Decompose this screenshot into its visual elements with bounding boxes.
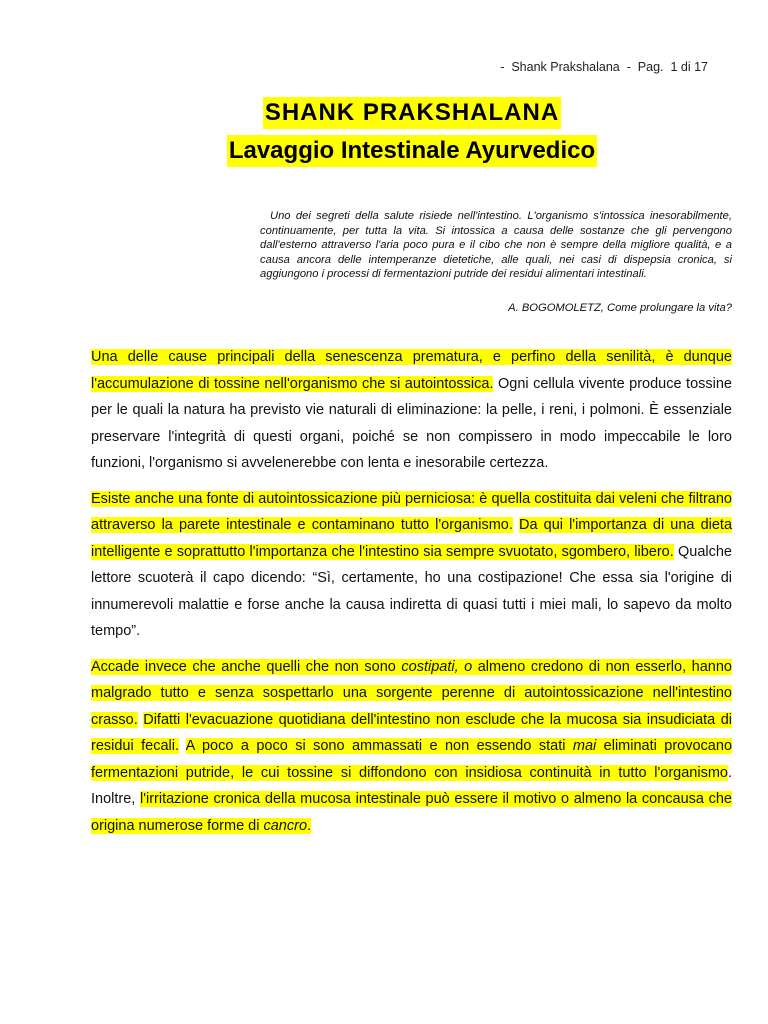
italic-text: cancro (263, 817, 308, 834)
highlighted-text: Da qui l'importanza di una dieta intelligente e soprattutto l'importanza che l'intestino sia sempre svuotato, sgombero, libero. (91, 517, 733, 560)
text-run: . (307, 817, 312, 834)
body-text (91, 344, 732, 848)
highlighted-text: Esiste anche una fonte di autointossicazione più perniciosa: è quella costituita dai veleni che filtrano attraverso la parete intestinale e contaminano tutto l'organismo. (91, 490, 732, 533)
highlighted-text (91, 738, 732, 781)
paragraph-3 (91, 654, 732, 840)
highlighted-text: Una delle cause principali della senescenza prematura, e perfino della senilità, è dunque l'accumulazione di tossine nell'organismo che si autointossica. (91, 349, 732, 392)
running-header: - Shank Prakshalana - Pag. 1 di 17 (500, 60, 708, 74)
plain-text: È essenziale preservare l'integrità di questi organi, poiché se non compissero in modo impeccabile le loro funzioni, l'organismo si avvelenerebbe con lenta e inesorabile certezza. (91, 402, 732, 471)
text-run: l'irritazione cronica della mucosa intestinale può essere il motivo o almeno la concausa che origina numerose forme di (91, 791, 732, 834)
text-run: eliminati provocano fermentazioni putride, le cui tossine si diffondono con insidiosa continuità in tutto l'organismo (91, 738, 733, 781)
text-run: A poco a poco si sono ammassati e non essendo stati (185, 738, 573, 754)
text-run: Accade invece che anche quelli che non sono (91, 658, 402, 675)
document-subtitle: Lavaggio Intestinale Ayurvedico (227, 135, 597, 167)
italic-text: costipati, o (401, 658, 473, 675)
text-run: almeno credono di non esserlo, hanno malgrado tutto e senza sospettarlo una sorgente perenne di autointossicazione nell'intestino crasso. (91, 658, 732, 728)
italic-text: mai (572, 738, 597, 754)
highlighted-text (91, 791, 732, 834)
paragraph-1 (91, 344, 732, 477)
document-title: SHANK PRAKSHALANA (263, 97, 561, 129)
plain-text: . Inoltre, (91, 764, 732, 807)
plain-text: Qualche lettore scuoterà il capo dicendo: “Sì, certamente, ho una costipazione! Che essa sia l'origine di innumerevoli malattie e forse anche la causa indiretta di quasi tutti i miei mali, lo sapevo da molto tempo”. (91, 543, 732, 639)
plain-text (179, 738, 186, 754)
epigraph-quote: Uno dei segreti della salute risiede nell'intestino. L'organismo s'intossica inesorabilmente, continuamente, per tutta la vita. Si intossica a causa delle sostanze che gli pervengono dall'esterno attraverso l'aria poco pura e il cibo che non è sempre della migliore qualità, e a causa ancora delle intemperanze dietetiche, alle quali, nei casi di dispepsia cronica, si aggiungono i processi di fermentazioni putride dei residui alimentari intestinali. (260, 210, 732, 281)
title-block (0, 97, 768, 167)
highlighted-text: Difatti l'evacuazione quotidiana dell'intestino non esclude che la mucosa sia insudiciata di residui fecali. (91, 711, 733, 754)
epigraph-source: A. BOGOMOLETZ, Come prolungare la vita? (508, 302, 732, 314)
paragraph-2 (91, 486, 732, 645)
plain-text: Ogni cellula vivente produce tossine per le quali la natura ha previsto vie naturali di eliminazione: la pelle, i reni, i polmoni. (91, 375, 732, 418)
